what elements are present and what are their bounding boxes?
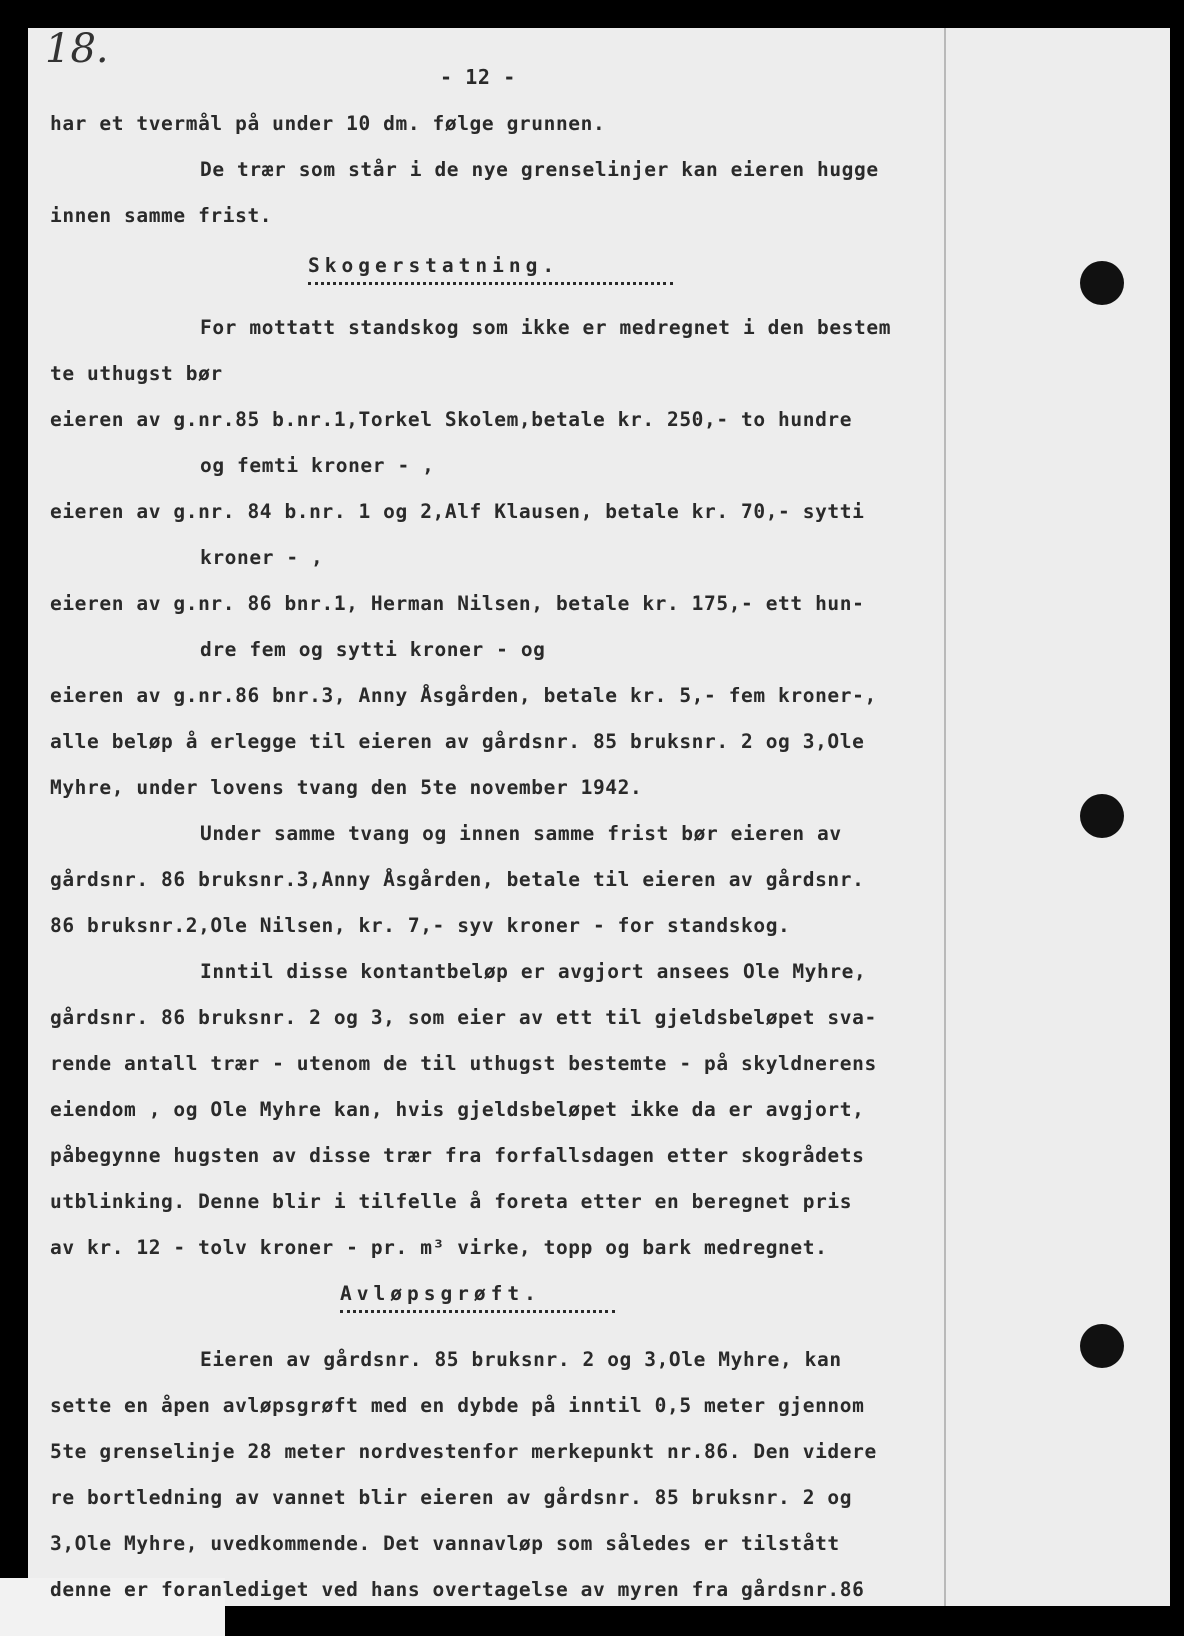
margin-number: 18.: [45, 26, 109, 72]
text-line: 86 bruksnr.2,Ole Nilsen, kr. 7,- syv kroner - for standskog.: [50, 914, 791, 937]
text-line: For mottatt standskog som ikke er medregnet i den bestem: [200, 316, 892, 339]
text-line: eieren av g.nr. 86 bnr.1, Herman Nilsen, betale kr. 175,- ett hun-: [50, 592, 865, 615]
text-line: re bortledning av vannet blir eieren av gårdsnr. 85 bruksnr. 2 og: [50, 1486, 853, 1509]
text-line: rende antall trær - utenom de til uthugst bestemte - på skyldnerens: [50, 1052, 877, 1075]
text-line: sette en åpen avløpsgrøft med en dybde på inntil 0,5 meter gjennom: [50, 1394, 865, 1417]
text-line: Inntil disse kontantbeløp er avgjort ansees Ole Myhre,: [200, 960, 867, 983]
heading-underline: [340, 1310, 615, 1313]
page-number: - 12 -: [440, 65, 516, 89]
text-line: påbegynne hugsten av disse trær fra forfallsdagen etter skogrådets: [50, 1144, 865, 1167]
text-line: 5te grenselinje 28 meter nordvestenfor merkepunkt nr.86. Den videre: [50, 1440, 877, 1463]
text-line: gårdsnr. 86 bruksnr.3,Anny Åsgården, betale til eieren av gårdsnr.: [50, 868, 865, 891]
text-line: te uthugst bør: [50, 362, 223, 385]
text-line: 3,Ole Myhre, uvedkommende. Det vannavløp som således er tilstått: [50, 1532, 840, 1555]
text-line: De trær som står i de nye grenselinjer kan eieren hugge: [200, 158, 879, 181]
punch-hole-bottom: [1080, 1324, 1124, 1368]
text-line: Under samme tvang og innen samme frist bør eieren av: [200, 822, 842, 845]
text-line: eieren av g.nr. 84 b.nr. 1 og 2,Alf Klausen, betale kr. 70,- sytti: [50, 500, 865, 523]
text-line: dre fem og sytti kroner - og: [200, 638, 546, 661]
text-line: eieren av g.nr.86 bnr.3, Anny Åsgården, betale kr. 5,- fem kroner-,: [50, 684, 877, 707]
text-line: innen samme frist.: [50, 204, 273, 227]
document-text: [45, 26, 950, 1601]
text-line: Myhre, under lovens tvang den 5te november 1942.: [50, 776, 643, 799]
text-line: eiendom , og Ole Myhre kan, hvis gjeldsbeløpet ikke da er avgjort,: [50, 1098, 865, 1121]
punch-hole-top: [1080, 261, 1124, 305]
text-line: kroner - ,: [200, 546, 324, 569]
text-line: utblinking. Denne blir i tilfelle å foreta etter en beregnet pris: [50, 1190, 853, 1213]
text-line: har et tvermål på under 10 dm. følge grunnen.: [50, 112, 606, 135]
text-line: eieren av g.nr.85 b.nr.1,Torkel Skolem,betale kr. 250,- to hundre: [50, 408, 853, 431]
text-line: gårdsnr. 86 bruksnr. 2 og 3, som eier av ett til gjeldsbeløpet sva-: [50, 1006, 877, 1029]
text-line: Eieren av gårdsnr. 85 bruksnr. 2 og 3,Ole Myhre, kan: [200, 1348, 842, 1371]
heading-underline: [308, 282, 673, 285]
section-heading-avlopsgroft: Avløpsgrøft.: [340, 1282, 541, 1305]
text-line: og femti kroner - ,: [200, 454, 435, 477]
text-line: denne er foranlediget ved hans overtagelse av myren fra gårdsnr.86: [50, 1578, 865, 1601]
text-line: av kr. 12 - tolv kroner - pr. m³ virke, topp og bark medregnet.: [50, 1236, 828, 1259]
section-heading-skogerstatning: Skogerstatning.: [308, 254, 560, 277]
text-line: alle beløp å erlegge til eieren av gårdsnr. 85 bruksnr. 2 og 3,Ole: [50, 730, 865, 753]
punch-hole-middle: [1080, 794, 1124, 838]
